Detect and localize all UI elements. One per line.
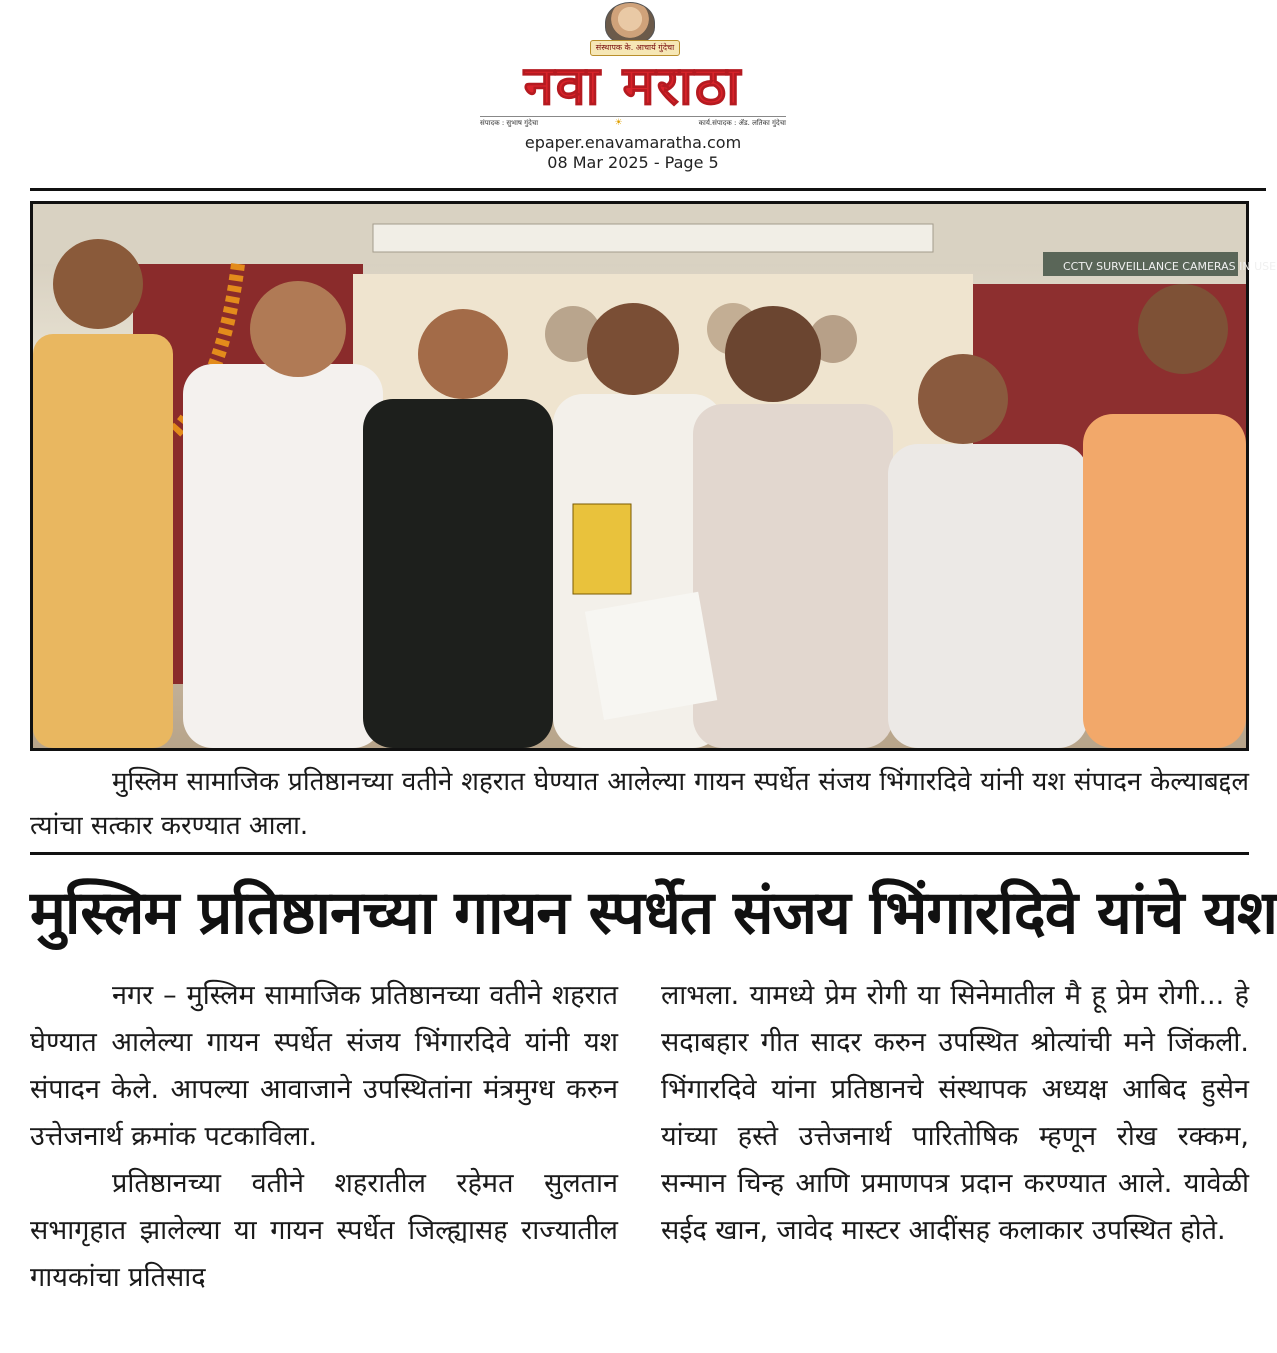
article-paragraph [661, 972, 1249, 1254]
article-column-left [30, 972, 618, 1301]
article-paragraph [30, 1160, 618, 1301]
article-paragraph [30, 972, 618, 1160]
mid-rule [30, 852, 1249, 855]
founder-portrait [605, 2, 655, 44]
paragraph-text: लाभला. यामध्ये प्रेम रोगी या सिनेमातील मै हू प्रेम रोगी... हे सदाबहार गीत सादर करुन उपस्थित श्रोत्यांची मने जिंकली. भिंगारदिवे यांना प्रतिष्ठानचे संस्थापक अध्यक्ष आबिद हुसेन यांच्या हस्ते उत्तेजनार्थ पारितोषिक म्हणून रोख रक्कम, सन्मान चिन्ह आणि प्रमाणपत्र प्रदान करण्यात आले. यावेळी सईद खान, जावेद मास्टर आदींसह कलाकार उपस्थित होते. [661, 980, 1249, 1246]
paragraph-text: प्रतिष्ठानच्या वतीने शहरातील रहेमत सुलतान सभागृहात झालेल्या या गायन स्पर्धेत जिल्ह्यासह राज्यातील गायकांचा प्रतिसाद [30, 1168, 618, 1293]
paragraph-text: नगर – मुस्लिम सामाजिक प्रतिष्ठानच्या वतीने शहरात घेण्यात आलेल्या गायन स्पर्धेत संजय भिंगारदिवे यांनी यश संपादन केले. आपल्या आवाजाने उपस्थितांना मंत्रमुग्ध करुन उत्तेजनार्थ क्रमांक पटकाविला. [30, 980, 618, 1152]
event-photo-illustration [33, 204, 1277, 748]
sun-icon: ☀ [614, 118, 623, 128]
epaper-url[interactable]: epaper.enavamaratha.com [524, 133, 742, 152]
top-rule [30, 188, 1266, 191]
editor-right: कार्य.संपादक : ॲड. लतिका गुंदेचा [698, 119, 786, 127]
photo-caption [30, 760, 1249, 848]
article-headline: मुस्लिम प्रतिष्ठानच्या गायन स्पर्धेत संजय भिंगारदिवे यांचे यश [30, 878, 1277, 948]
article-column-right [661, 972, 1249, 1254]
founder-banner: संस्थापक के. आचार्य गुंदेचा [590, 40, 680, 56]
editor-left: संपादक : सुभाष गुंदेचा [480, 119, 539, 127]
masthead [480, 0, 786, 130]
photo-caption-text: मुस्लिम सामाजिक प्रतिष्ठानच्या वतीने शहरात घेण्यात आलेल्या गायन स्पर्धेत संजय भिंगारदिवे यांनी यश संपादन केल्याबद्दल त्यांचा सत्कार करण्यात आला. [30, 767, 1249, 841]
editor-line [480, 116, 786, 128]
edition-date-page: 08 Mar 2025 - Page 5 [547, 153, 719, 172]
event-photo [30, 201, 1277, 751]
newspaper-logo: नवा मराठा [523, 54, 743, 117]
cctv-sign: CCTV SURVEILLANCE CAMERAS IN USE [1063, 260, 1277, 273]
